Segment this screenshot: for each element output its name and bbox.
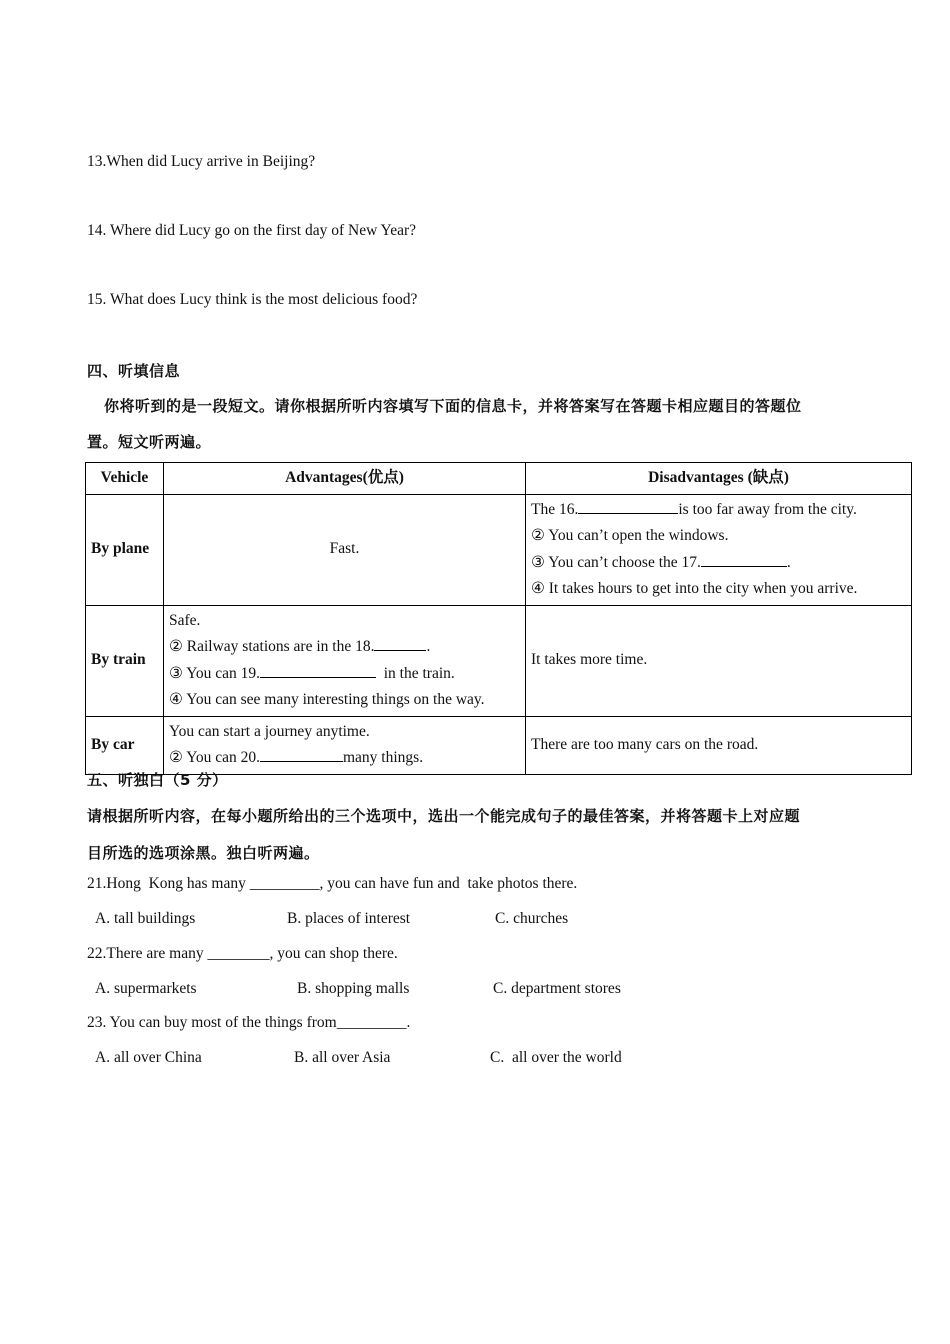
plane-advantage: Fast. [164, 494, 526, 605]
header-vehicle: Vehicle [86, 463, 164, 495]
section4-instruction-line1: 你将听到的是一段短文。请你根据所听内容填写下面的信息卡，并将答案写在答题卡相应题目的答题位 [104, 397, 802, 415]
train-adv-1: Safe. [169, 611, 201, 629]
train-adv-2: ② Railway stations are in the 18. . [169, 634, 520, 661]
train-adv-3: ③ You can 19. in the train. [169, 661, 520, 688]
train-advantages [164, 605, 526, 716]
blank-19[interactable] [260, 662, 376, 678]
q23-option-a[interactable]: A. all over China [95, 1049, 202, 1066]
train-adv-4: ④ You can see many interesting things on the way. [169, 691, 485, 708]
question-22: 22.There are many ________, you can shop there. [87, 945, 398, 962]
plane-dis-1: The 16. is too far away from the city. [531, 497, 906, 524]
section4-heading: 四、听填信息 [87, 362, 181, 380]
blank-16[interactable] [578, 498, 678, 514]
table-header-row [86, 463, 912, 495]
section5-instruction-line2: 目所选的选项涂黑。独白听两遍。 [87, 844, 320, 862]
header-disadvantages: Disadvantages (缺点) [526, 463, 912, 495]
car-advantages [164, 716, 526, 774]
question-23: 23. You can buy most of the things from_________. [87, 1014, 411, 1031]
blank-20[interactable] [260, 746, 343, 762]
question-13: 13.When did Lucy arrive in Beijing? [87, 153, 316, 170]
blank-17[interactable] [701, 551, 787, 567]
vehicle-plane: By plane [86, 494, 164, 605]
q22-option-a[interactable]: A. supermarkets [95, 980, 197, 997]
question-21: 21.Hong Kong has many _________, you can have fun and take photos there. [87, 875, 578, 892]
q23-option-c[interactable]: C. all over the world [490, 1049, 622, 1066]
plane-disadvantages [526, 494, 912, 605]
question-14: 14. Where did Lucy go on the first day of New Year? [87, 222, 417, 239]
section5-heading: 五、听独白（5 分） [87, 771, 228, 789]
vehicle-train: By train [86, 605, 164, 716]
plane-dis-2: ② You can’t open the windows. [531, 527, 729, 544]
car-disadvantage: There are too many cars on the road. [526, 716, 912, 774]
car-adv-2: ② You can 20. many things. [169, 745, 520, 772]
q22-option-b[interactable]: B. shopping malls [297, 980, 410, 997]
table-row-car [86, 716, 912, 774]
blank-18[interactable] [374, 635, 426, 651]
section5-instruction-line1: 请根据所听内容，在每小题所给出的三个选项中，选出一个能完成句子的最佳答案，并将答题卡上对应题 [87, 807, 801, 825]
table-row-train [86, 605, 912, 716]
q22-option-c[interactable]: C. department stores [493, 980, 621, 997]
train-disadvantage: It takes more time. [526, 605, 912, 716]
question-15: 15. What does Lucy think is the most delicious food? [87, 291, 418, 308]
plane-dis-3: ③ You can’t choose the 17. . [531, 550, 906, 577]
header-advantages: Advantages(优点) [164, 463, 526, 495]
vehicle-car: By car [86, 716, 164, 774]
q21-option-c[interactable]: C. churches [495, 910, 569, 927]
q21-option-a[interactable]: A. tall buildings [95, 910, 196, 927]
table-row-plane [86, 494, 912, 605]
section4-instruction-line2: 置。短文听两遍。 [87, 433, 212, 451]
q23-option-b[interactable]: B. all over Asia [294, 1049, 391, 1066]
plane-dis-4: ④ It takes hours to get into the city when you arrive. [531, 580, 858, 597]
vehicle-info-table [85, 462, 912, 775]
car-adv-1: You can start a journey anytime. [169, 722, 370, 740]
q21-option-b[interactable]: B. places of interest [287, 910, 411, 927]
